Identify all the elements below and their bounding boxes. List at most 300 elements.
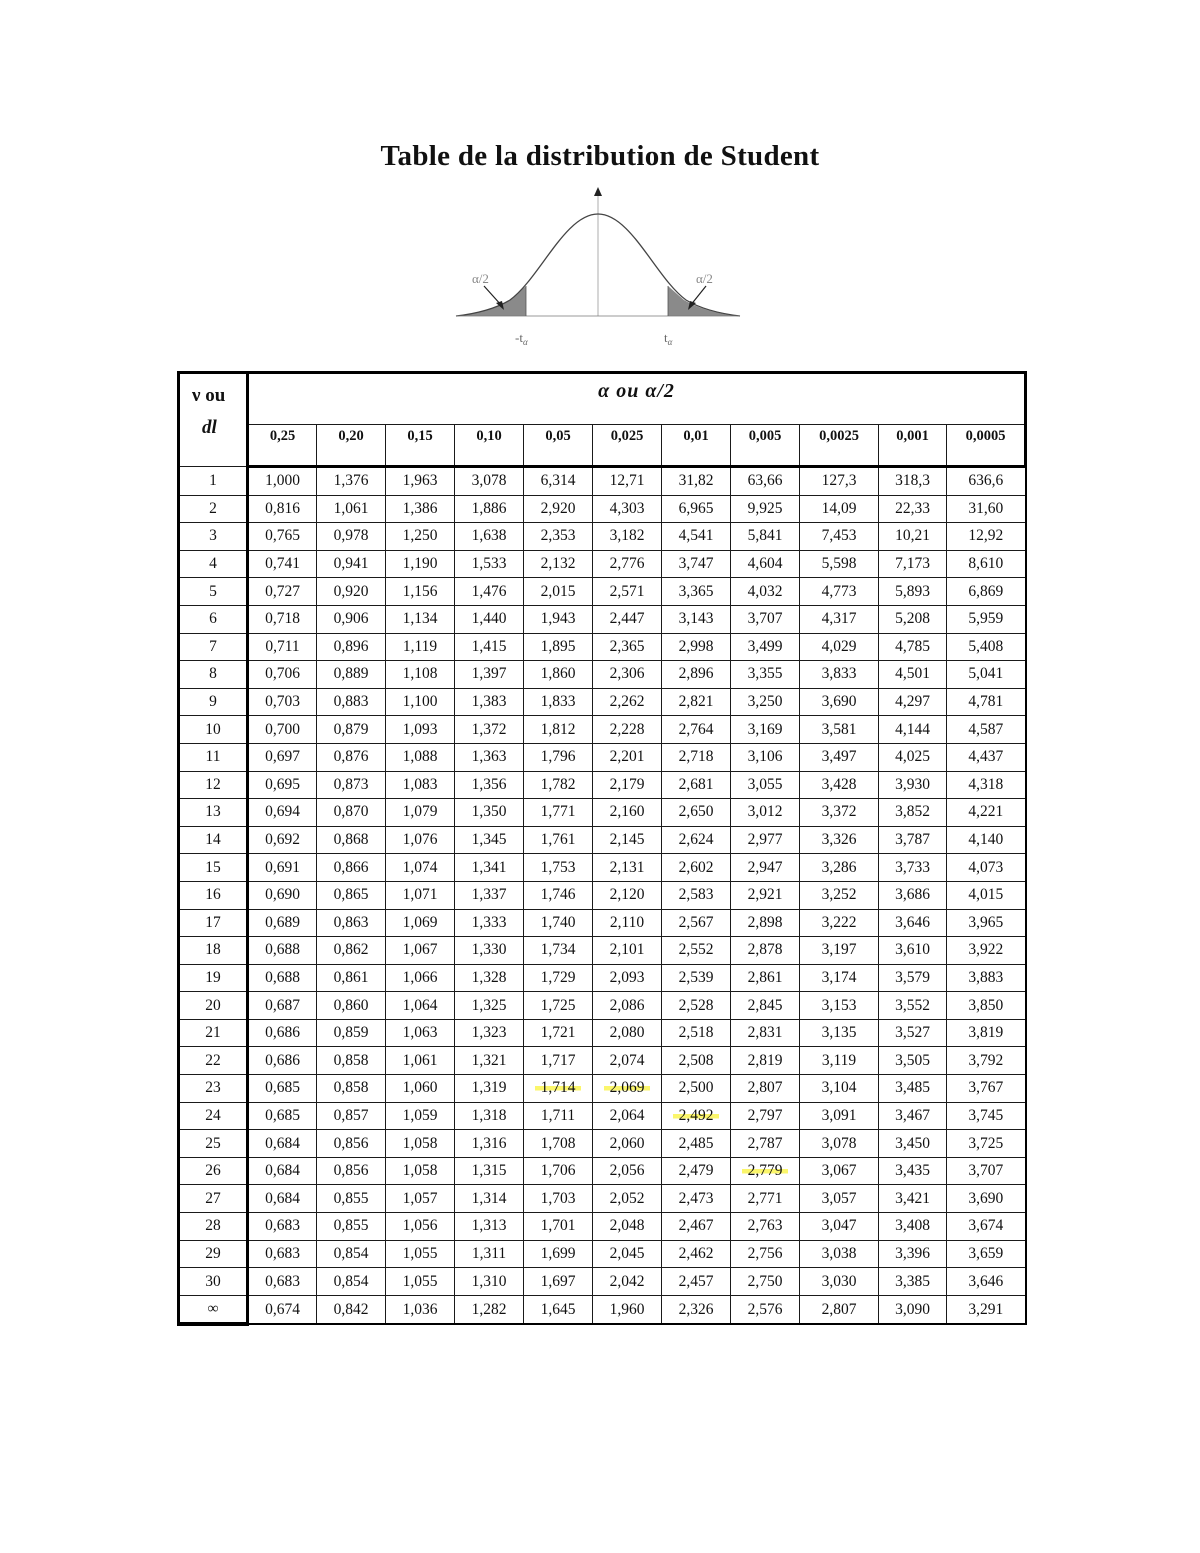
value-text: 2,819 <box>747 1051 783 1069</box>
value-cell <box>524 688 593 716</box>
value-text: 2,583 <box>678 886 714 904</box>
value-text: 1,533 <box>471 555 507 573</box>
table-row <box>179 1019 1026 1047</box>
value-text: 3,055 <box>747 775 783 793</box>
value-text: 4,437 <box>968 748 1004 766</box>
value-text: 1,706 <box>540 1162 576 1180</box>
level-header: 0,01 <box>662 425 731 467</box>
value-text: 0,854 <box>333 1244 369 1262</box>
value-text: 2,228 <box>609 720 645 738</box>
value-cell <box>800 467 879 496</box>
value-cell <box>524 1019 593 1047</box>
value-text: 0,856 <box>333 1162 369 1180</box>
highlighted-value: 1,714 <box>535 1079 582 1096</box>
value-text: 1,088 <box>402 748 438 766</box>
value-text: 2,500 <box>678 1079 714 1097</box>
value-text: 1,064 <box>402 996 438 1014</box>
level-header: 0,005 <box>731 425 800 467</box>
value-text: 2,473 <box>678 1189 714 1207</box>
value-text: 6,965 <box>678 499 714 517</box>
left-tail-area <box>456 286 526 316</box>
value-text: 3,467 <box>895 1106 930 1124</box>
value-cell <box>455 881 524 909</box>
value-text: 3,659 <box>968 1244 1004 1262</box>
value-text: 3,579 <box>895 968 930 986</box>
value-cell <box>386 937 455 965</box>
value-text: 2,807 <box>821 1300 857 1318</box>
value-text: 2,602 <box>678 858 714 876</box>
value-cell <box>524 578 593 606</box>
table-row <box>179 771 1026 799</box>
value-text: 2,052 <box>609 1189 645 1207</box>
value-text: 0,856 <box>333 1134 369 1152</box>
table-row <box>179 992 1026 1020</box>
value-cell <box>662 605 731 633</box>
value-text: 3,030 <box>821 1272 857 1290</box>
value-cell <box>386 1268 455 1296</box>
value-cell <box>317 1268 386 1296</box>
value-cell <box>800 1268 879 1296</box>
value-cell <box>879 523 947 551</box>
value-text: 4,144 <box>895 720 930 738</box>
value-text: 1,645 <box>540 1300 576 1318</box>
value-text: 1,341 <box>471 858 507 876</box>
value-cell <box>947 633 1026 661</box>
value-text: 0,865 <box>333 886 369 904</box>
value-cell <box>593 771 662 799</box>
value-text: 2,650 <box>678 803 714 821</box>
value-text: 0,711 <box>265 637 300 655</box>
value-text: 1,886 <box>471 499 507 517</box>
df-cell: 1 <box>179 467 248 496</box>
value-cell <box>248 1019 317 1047</box>
value-text: 2,262 <box>609 693 645 711</box>
value-text: 0,876 <box>333 748 369 766</box>
value-cell <box>524 550 593 578</box>
value-cell <box>386 1240 455 1268</box>
value-text: 4,297 <box>895 693 930 711</box>
value-cell <box>947 467 1026 496</box>
value-text: 4,318 <box>968 775 1004 793</box>
value-cell <box>248 1102 317 1130</box>
value-cell <box>947 1268 1026 1296</box>
value-text: 0,920 <box>333 582 369 600</box>
value-text: 1,069 <box>402 913 438 931</box>
value-cell <box>248 743 317 771</box>
value-text: 8,610 <box>968 555 1004 573</box>
value-text: 2,947 <box>747 858 783 876</box>
value-text: 3,135 <box>821 1024 857 1042</box>
table-row <box>179 909 1026 937</box>
value-text: 1,345 <box>471 831 507 849</box>
value-text: 2,998 <box>678 637 714 655</box>
value-cell <box>593 1240 662 1268</box>
value-cell <box>593 1268 662 1296</box>
value-cell <box>317 1019 386 1047</box>
value-text: 1,330 <box>471 941 507 959</box>
value-cell <box>800 743 879 771</box>
value-cell <box>879 661 947 689</box>
value-cell <box>317 1240 386 1268</box>
value-cell <box>593 605 662 633</box>
df-cell: 19 <box>179 964 248 992</box>
value-cell <box>800 716 879 744</box>
value-text: 0,718 <box>265 610 300 628</box>
value-cell <box>800 523 879 551</box>
value-text: 3,421 <box>895 1189 930 1207</box>
df-cell: 5 <box>179 578 248 606</box>
value-cell <box>879 716 947 744</box>
table-row <box>179 1130 1026 1158</box>
value-text: 0,700 <box>265 720 300 738</box>
value-text: 1,372 <box>471 720 507 738</box>
value-text: 2,457 <box>678 1272 714 1290</box>
value-text: 1,386 <box>402 499 438 517</box>
value-cell <box>248 1213 317 1241</box>
value-cell <box>248 495 317 523</box>
value-text: 2,508 <box>678 1051 714 1069</box>
value-cell <box>800 661 879 689</box>
value-text: 1,771 <box>540 803 576 821</box>
value-text: 2,467 <box>678 1217 714 1235</box>
value-text: 2,576 <box>747 1300 783 1318</box>
value-cell <box>800 1240 879 1268</box>
value-text: 1,415 <box>471 637 507 655</box>
value-cell <box>800 633 879 661</box>
value-text: 1,721 <box>540 1024 576 1042</box>
value-text: 1,321 <box>471 1051 507 1069</box>
value-text: 3,372 <box>821 803 857 821</box>
value-text: 3,104 <box>821 1079 857 1097</box>
value-text: 2,624 <box>678 831 714 849</box>
value-cell <box>800 1213 879 1241</box>
value-cell <box>593 467 662 496</box>
value-cell <box>800 826 879 854</box>
highlighted-value: 2,779 <box>742 1162 789 1179</box>
value-cell <box>524 1268 593 1296</box>
value-cell <box>662 992 731 1020</box>
value-cell <box>662 1047 731 1075</box>
value-text: 22,33 <box>895 499 930 517</box>
value-text: 1,059 <box>402 1106 438 1124</box>
value-cell <box>386 854 455 882</box>
value-text: 3,646 <box>968 1272 1004 1290</box>
value-cell <box>317 578 386 606</box>
value-text: 3,792 <box>968 1051 1004 1069</box>
value-cell <box>662 550 731 578</box>
value-text: 1,960 <box>609 1300 645 1318</box>
table-row <box>179 523 1026 551</box>
value-cell <box>455 495 524 523</box>
value-cell <box>248 909 317 937</box>
value-text: 3,250 <box>747 693 783 711</box>
value-text: 31,60 <box>968 499 1004 517</box>
value-text: 1,363 <box>471 748 507 766</box>
value-cell <box>317 467 386 496</box>
value-cell <box>593 633 662 661</box>
value-text: 1,833 <box>540 693 576 711</box>
value-cell <box>317 1157 386 1185</box>
value-text: 1,699 <box>540 1244 576 1262</box>
value-cell <box>947 1019 1026 1047</box>
value-text: 1,328 <box>471 968 507 986</box>
table-row <box>179 1295 1026 1324</box>
value-text: 2,571 <box>609 582 645 600</box>
df-cell: 21 <box>179 1019 248 1047</box>
value-text: 636,6 <box>968 472 1004 490</box>
value-cell <box>879 1268 947 1296</box>
value-cell <box>731 1157 800 1185</box>
value-text: 1,753 <box>540 858 576 876</box>
table-row <box>179 716 1026 744</box>
value-cell <box>947 881 1026 909</box>
value-text: 2,447 <box>609 610 645 628</box>
value-text: 6,869 <box>968 582 1004 600</box>
value-text: 1,729 <box>540 968 576 986</box>
value-cell <box>731 716 800 744</box>
value-text: 1,701 <box>540 1217 576 1235</box>
value-cell <box>731 743 800 771</box>
value-cell <box>455 826 524 854</box>
value-text: 3,690 <box>821 693 857 711</box>
value-text: 3,067 <box>821 1162 857 1180</box>
value-text: 3,707 <box>968 1162 1004 1180</box>
df-cell: 30 <box>179 1268 248 1296</box>
value-cell <box>731 578 800 606</box>
value-cell <box>593 964 662 992</box>
value-cell <box>248 1185 317 1213</box>
value-cell <box>317 688 386 716</box>
value-text: 1,356 <box>471 775 507 793</box>
df-header-line2: dl <box>202 417 217 438</box>
value-text: 1,711 <box>540 1106 576 1124</box>
value-cell <box>800 937 879 965</box>
value-cell <box>455 605 524 633</box>
value-text: 0,741 <box>265 555 300 573</box>
value-text: 0,855 <box>333 1217 369 1235</box>
value-cell <box>386 1019 455 1047</box>
value-cell <box>593 550 662 578</box>
df-cell: 4 <box>179 550 248 578</box>
value-text: 1,319 <box>471 1079 507 1097</box>
value-cell <box>317 1185 386 1213</box>
value-cell <box>662 881 731 909</box>
value-text: 2,120 <box>609 886 645 904</box>
value-cell <box>248 937 317 965</box>
value-cell <box>731 1240 800 1268</box>
value-text: 1,134 <box>402 610 438 628</box>
value-cell <box>731 1130 800 1158</box>
value-text: 2,567 <box>678 913 714 931</box>
value-cell <box>879 578 947 606</box>
value-text: 2,160 <box>609 803 645 821</box>
value-text: 0,688 <box>265 941 300 959</box>
value-cell <box>248 1157 317 1185</box>
value-cell <box>879 826 947 854</box>
value-text: 3,552 <box>895 996 930 1014</box>
df-cell: 24 <box>179 1102 248 1130</box>
alpha-header: α ou α/2 <box>248 373 1026 425</box>
value-cell <box>455 771 524 799</box>
value-cell <box>455 1295 524 1324</box>
value-cell <box>593 826 662 854</box>
value-text: 2,831 <box>747 1024 783 1042</box>
value-cell <box>248 964 317 992</box>
value-cell <box>800 550 879 578</box>
value-text: 2,015 <box>540 582 576 600</box>
value-cell <box>455 937 524 965</box>
value-cell <box>524 523 593 551</box>
value-text: 1,067 <box>402 941 438 959</box>
value-text: 3,686 <box>895 886 930 904</box>
value-cell <box>455 716 524 744</box>
value-cell <box>731 1102 800 1130</box>
value-cell <box>879 743 947 771</box>
value-cell <box>524 1185 593 1213</box>
value-text: 0,683 <box>265 1244 300 1262</box>
value-cell <box>662 1130 731 1158</box>
value-text: 5,893 <box>895 582 930 600</box>
df-cell: ∞ <box>179 1295 248 1324</box>
value-text: 0,858 <box>333 1079 369 1097</box>
value-cell <box>731 1213 800 1241</box>
value-text: 0,859 <box>333 1024 369 1042</box>
highlighted-value: 2,492 <box>673 1107 720 1124</box>
value-text: 2,821 <box>678 693 714 711</box>
df-cell: 28 <box>179 1213 248 1241</box>
value-cell <box>947 688 1026 716</box>
value-cell <box>662 1102 731 1130</box>
value-text: 2,080 <box>609 1024 645 1042</box>
value-text: 1,058 <box>402 1162 438 1180</box>
value-cell <box>879 605 947 633</box>
value-cell <box>524 716 593 744</box>
value-text: 3,153 <box>821 996 857 1014</box>
value-cell <box>386 688 455 716</box>
value-cell <box>524 1130 593 1158</box>
value-cell <box>947 909 1026 937</box>
value-cell <box>524 937 593 965</box>
df-cell: 12 <box>179 771 248 799</box>
value-cell <box>455 633 524 661</box>
value-cell <box>317 633 386 661</box>
value-cell <box>593 1295 662 1324</box>
value-cell <box>731 467 800 496</box>
value-text: 2,365 <box>609 637 645 655</box>
value-cell <box>879 688 947 716</box>
df-cell: 2 <box>179 495 248 523</box>
value-cell <box>317 495 386 523</box>
value-cell <box>317 1130 386 1158</box>
table-row <box>179 605 1026 633</box>
df-cell: 15 <box>179 854 248 882</box>
value-text: 1,076 <box>402 831 438 849</box>
value-text: 0,889 <box>333 665 369 683</box>
value-text: 1,071 <box>402 886 438 904</box>
df-cell: 13 <box>179 799 248 827</box>
value-cell <box>455 992 524 1020</box>
value-cell <box>455 1268 524 1296</box>
value-cell <box>524 909 593 937</box>
value-cell <box>386 1130 455 1158</box>
value-cell <box>731 1019 800 1047</box>
value-cell <box>800 688 879 716</box>
left-tick-text: -t <box>515 330 523 345</box>
value-text: 3,852 <box>895 803 930 821</box>
value-cell <box>662 1213 731 1241</box>
value-text: 3,527 <box>895 1024 930 1042</box>
value-cell <box>662 1185 731 1213</box>
value-text: 3,497 <box>821 748 857 766</box>
value-text: 3,143 <box>678 610 714 628</box>
value-text: 63,66 <box>747 472 783 490</box>
value-cell <box>662 937 731 965</box>
table-row <box>179 1240 1026 1268</box>
level-header: 0,20 <box>317 425 386 467</box>
value-cell <box>879 1157 947 1185</box>
value-cell <box>524 661 593 689</box>
value-cell <box>879 1240 947 1268</box>
value-text: 3,012 <box>747 803 783 821</box>
value-cell <box>524 992 593 1020</box>
value-text: 2,750 <box>747 1272 783 1290</box>
value-text: 2,845 <box>747 996 783 1014</box>
value-text: 0,688 <box>265 968 300 986</box>
value-cell <box>662 826 731 854</box>
value-cell <box>317 1075 386 1103</box>
value-cell <box>386 992 455 1020</box>
value-text: 2,921 <box>747 886 783 904</box>
df-cell: 25 <box>179 1130 248 1158</box>
value-cell <box>524 799 593 827</box>
value-text: 0,978 <box>333 527 369 545</box>
value-cell <box>455 743 524 771</box>
value-text: 3,286 <box>821 858 857 876</box>
right-area-label: α/2 <box>696 271 713 286</box>
value-text: 3,047 <box>821 1217 857 1235</box>
left-tick-label <box>515 330 528 347</box>
value-text: 3,747 <box>678 555 714 573</box>
value-cell <box>317 523 386 551</box>
value-text: 3,355 <box>747 665 783 683</box>
value-text: 0,685 <box>265 1106 300 1124</box>
value-cell <box>731 771 800 799</box>
value-cell <box>455 661 524 689</box>
value-text: 0,868 <box>333 831 369 849</box>
value-text: 1,734 <box>540 941 576 959</box>
value-cell <box>731 964 800 992</box>
value-text: 0,684 <box>265 1134 300 1152</box>
value-cell <box>662 964 731 992</box>
value-cell <box>524 854 593 882</box>
df-cell: 6 <box>179 605 248 633</box>
df-cell: 11 <box>179 743 248 771</box>
df-cell: 27 <box>179 1185 248 1213</box>
value-cell <box>317 550 386 578</box>
value-cell <box>317 964 386 992</box>
value-text: 3,690 <box>968 1189 1004 1207</box>
value-text: 1,383 <box>471 693 507 711</box>
value-cell <box>662 1019 731 1047</box>
value-cell <box>455 1047 524 1075</box>
value-text: 1,066 <box>402 968 438 986</box>
value-text: 2,462 <box>678 1244 714 1262</box>
value-cell <box>879 633 947 661</box>
value-text: 1,063 <box>402 1024 438 1042</box>
value-text: 2,763 <box>747 1217 783 1235</box>
value-text: 2,179 <box>609 775 645 793</box>
value-cell <box>248 826 317 854</box>
